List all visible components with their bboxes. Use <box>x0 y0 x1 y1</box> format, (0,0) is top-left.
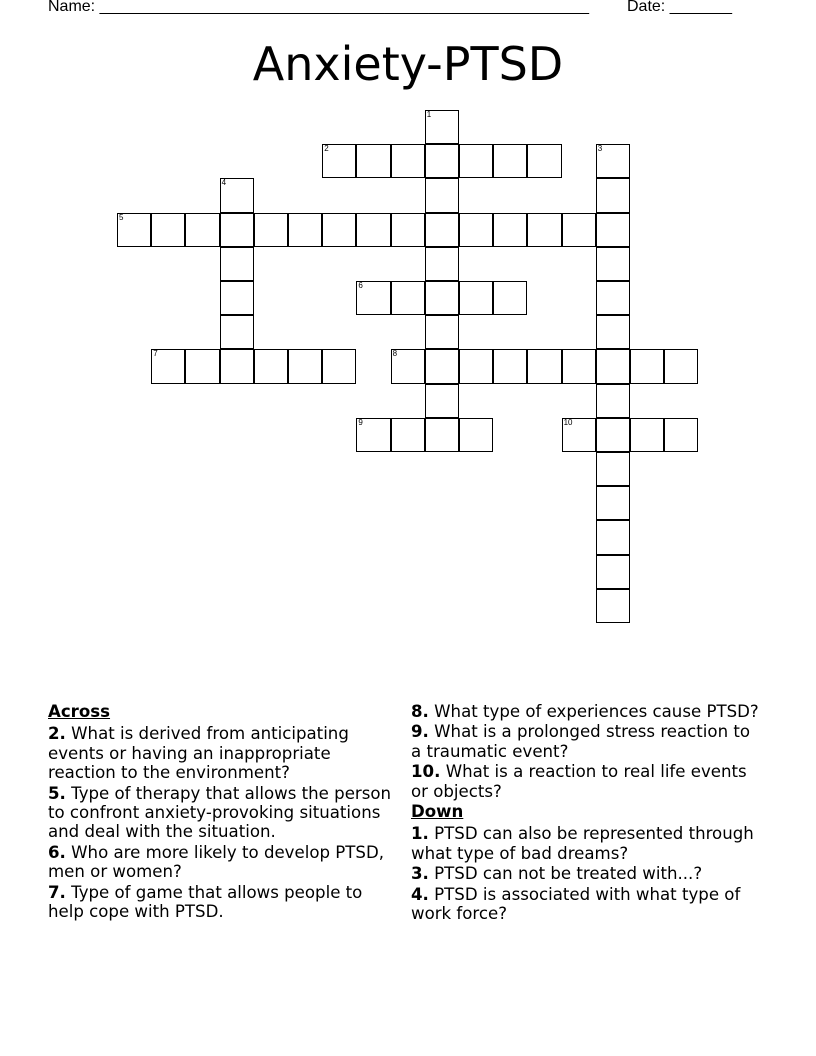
cell-number: 8 <box>392 349 398 359</box>
clue-number: 1. <box>411 824 429 844</box>
clue-number: 7. <box>48 882 66 902</box>
crossword-cell[interactable] <box>596 555 630 589</box>
crossword-cell[interactable] <box>596 144 630 178</box>
crossword-cell[interactable] <box>254 349 288 383</box>
clue-text: Type of game that allows people to help cope with PTSD. <box>48 882 363 922</box>
crossword-cell[interactable] <box>562 349 596 383</box>
crossword-cell[interactable] <box>254 213 288 247</box>
clue-across-9 <box>411 722 761 761</box>
crossword-cell[interactable] <box>527 144 561 178</box>
crossword-cell[interactable] <box>527 213 561 247</box>
crossword-cell[interactable] <box>596 589 630 623</box>
clue-down-1 <box>411 824 761 863</box>
crossword-cell[interactable] <box>425 144 459 178</box>
crossword-cell[interactable] <box>151 213 185 247</box>
clue-down-3 <box>411 864 761 883</box>
cell-number: 1 <box>426 110 432 119</box>
crossword-cell[interactable] <box>288 349 322 383</box>
crossword-cell[interactable] <box>322 213 356 247</box>
crossword-cell[interactable] <box>596 349 630 383</box>
crossword-cell[interactable] <box>356 281 390 315</box>
crossword-cell[interactable] <box>493 213 527 247</box>
crossword-cell[interactable] <box>185 349 219 383</box>
cell-number: 3 <box>597 144 603 154</box>
crossword-cell[interactable] <box>391 144 425 178</box>
clue-across-6 <box>48 843 398 882</box>
cell-number: 7 <box>153 349 158 359</box>
crossword-cell[interactable] <box>596 384 630 418</box>
clue-number: 2. <box>48 724 66 744</box>
crossword-cell[interactable] <box>391 349 425 383</box>
clue-across-7 <box>48 883 398 922</box>
crossword-cell[interactable] <box>493 144 527 178</box>
crossword-cell[interactable] <box>596 486 630 520</box>
clue-across-2 <box>48 724 398 782</box>
clue-number: 4. <box>411 884 429 904</box>
crossword-cell[interactable] <box>391 281 425 315</box>
crossword-cell[interactable] <box>562 213 596 247</box>
crossword-cell[interactable] <box>220 213 254 247</box>
crossword-cell[interactable] <box>664 349 698 383</box>
crossword-cell[interactable] <box>562 418 596 452</box>
clue-number: 8. <box>411 702 429 721</box>
cell-number: 9 <box>358 417 363 427</box>
clue-number: 6. <box>48 842 66 862</box>
crossword-cell[interactable] <box>493 281 527 315</box>
crossword-cell[interactable] <box>459 349 493 383</box>
crossword-cell[interactable] <box>151 349 185 383</box>
clues-column-right <box>411 702 761 924</box>
clue-number: 9. <box>411 722 429 742</box>
crossword-cell[interactable] <box>596 315 630 349</box>
crossword-cell[interactable] <box>220 247 254 281</box>
crossword-cell[interactable] <box>630 349 664 383</box>
crossword-cell[interactable] <box>425 213 459 247</box>
crossword-cell[interactable] <box>527 349 561 383</box>
clue-text: PTSD can also be represented through what type of bad dreams? <box>411 824 754 863</box>
crossword-cell[interactable] <box>322 349 356 383</box>
clue-text: What type of experiences cause PTSD? <box>434 702 759 721</box>
crossword-cell[interactable] <box>493 349 527 383</box>
clues-column-left <box>48 702 398 922</box>
clue-number: 3. <box>411 864 429 884</box>
crossword-cell[interactable] <box>596 520 630 554</box>
crossword-cell[interactable] <box>117 213 151 247</box>
clue-down-4 <box>411 885 761 924</box>
crossword-cell[interactable] <box>356 213 390 247</box>
crossword-cell[interactable] <box>596 247 630 281</box>
crossword-cell[interactable] <box>220 349 254 383</box>
clue-number: 5. <box>48 783 66 803</box>
crossword-cell[interactable] <box>459 418 493 452</box>
clue-text: Type of therapy that allows the person to confront anxiety-provoking situations and deal with the situation. <box>48 783 392 842</box>
clue-text: PTSD is associated with what type of work force? <box>411 884 741 924</box>
crossword-cell[interactable] <box>391 213 425 247</box>
crossword-cell[interactable] <box>220 281 254 315</box>
crossword-cell[interactable] <box>425 281 459 315</box>
crossword-cell[interactable] <box>425 110 459 144</box>
crossword-cell[interactable] <box>596 213 630 247</box>
crossword-cell[interactable] <box>596 281 630 315</box>
clue-across-10 <box>411 762 761 801</box>
clue-text: Who are more likely to develop PTSD, men or women? <box>48 842 385 882</box>
crossword-cell[interactable] <box>425 384 459 418</box>
crossword-cell[interactable] <box>356 418 390 452</box>
clue-across-5 <box>48 784 398 842</box>
crossword-cell[interactable] <box>630 418 664 452</box>
crossword-cell[interactable] <box>391 418 425 452</box>
clue-text: What is a reaction to real life events or objects? <box>411 762 747 801</box>
clue-across-8 <box>411 702 761 721</box>
down-heading: Down <box>411 802 464 822</box>
cell-number: 5 <box>119 212 124 222</box>
date-field: Date: _______ <box>627 0 732 15</box>
crossword-cell[interactable] <box>596 178 630 212</box>
across-heading: Across <box>48 702 111 721</box>
crossword-cell[interactable] <box>459 213 493 247</box>
crossword-cell[interactable] <box>425 349 459 383</box>
crossword-cell[interactable] <box>664 418 698 452</box>
clue-text: PTSD can not be treated with...? <box>434 864 703 884</box>
crossword-cell[interactable] <box>425 178 459 212</box>
crossword-cell[interactable] <box>425 418 459 452</box>
cell-number: 10 <box>563 417 573 427</box>
crossword-cell[interactable] <box>185 213 219 247</box>
clue-number: 10. <box>411 762 441 782</box>
crossword-cell[interactable] <box>425 247 459 281</box>
crossword-cell[interactable] <box>356 144 390 178</box>
clue-text: What is derived from anticipating events or having an inappropriate reaction to the environment? <box>48 724 349 783</box>
crossword-cell[interactable] <box>459 144 493 178</box>
crossword-cell[interactable] <box>288 213 322 247</box>
cell-number: 2 <box>324 144 329 154</box>
name-field: Name: _______________________________________________________ <box>48 0 589 15</box>
clue-text: What is a prolonged stress reaction to a traumatic event? <box>411 722 751 761</box>
page-title: Anxiety-PTSD <box>252 37 564 91</box>
crossword-cell[interactable] <box>322 144 356 178</box>
cell-number: 4 <box>221 178 227 188</box>
crossword-cell[interactable] <box>459 281 493 315</box>
crossword-cell[interactable] <box>425 315 459 349</box>
cell-number: 6 <box>358 281 363 290</box>
crossword-cell[interactable] <box>596 452 630 486</box>
crossword-cell[interactable] <box>220 315 254 349</box>
crossword-cell[interactable] <box>596 418 630 452</box>
crossword-cell[interactable] <box>220 178 254 212</box>
